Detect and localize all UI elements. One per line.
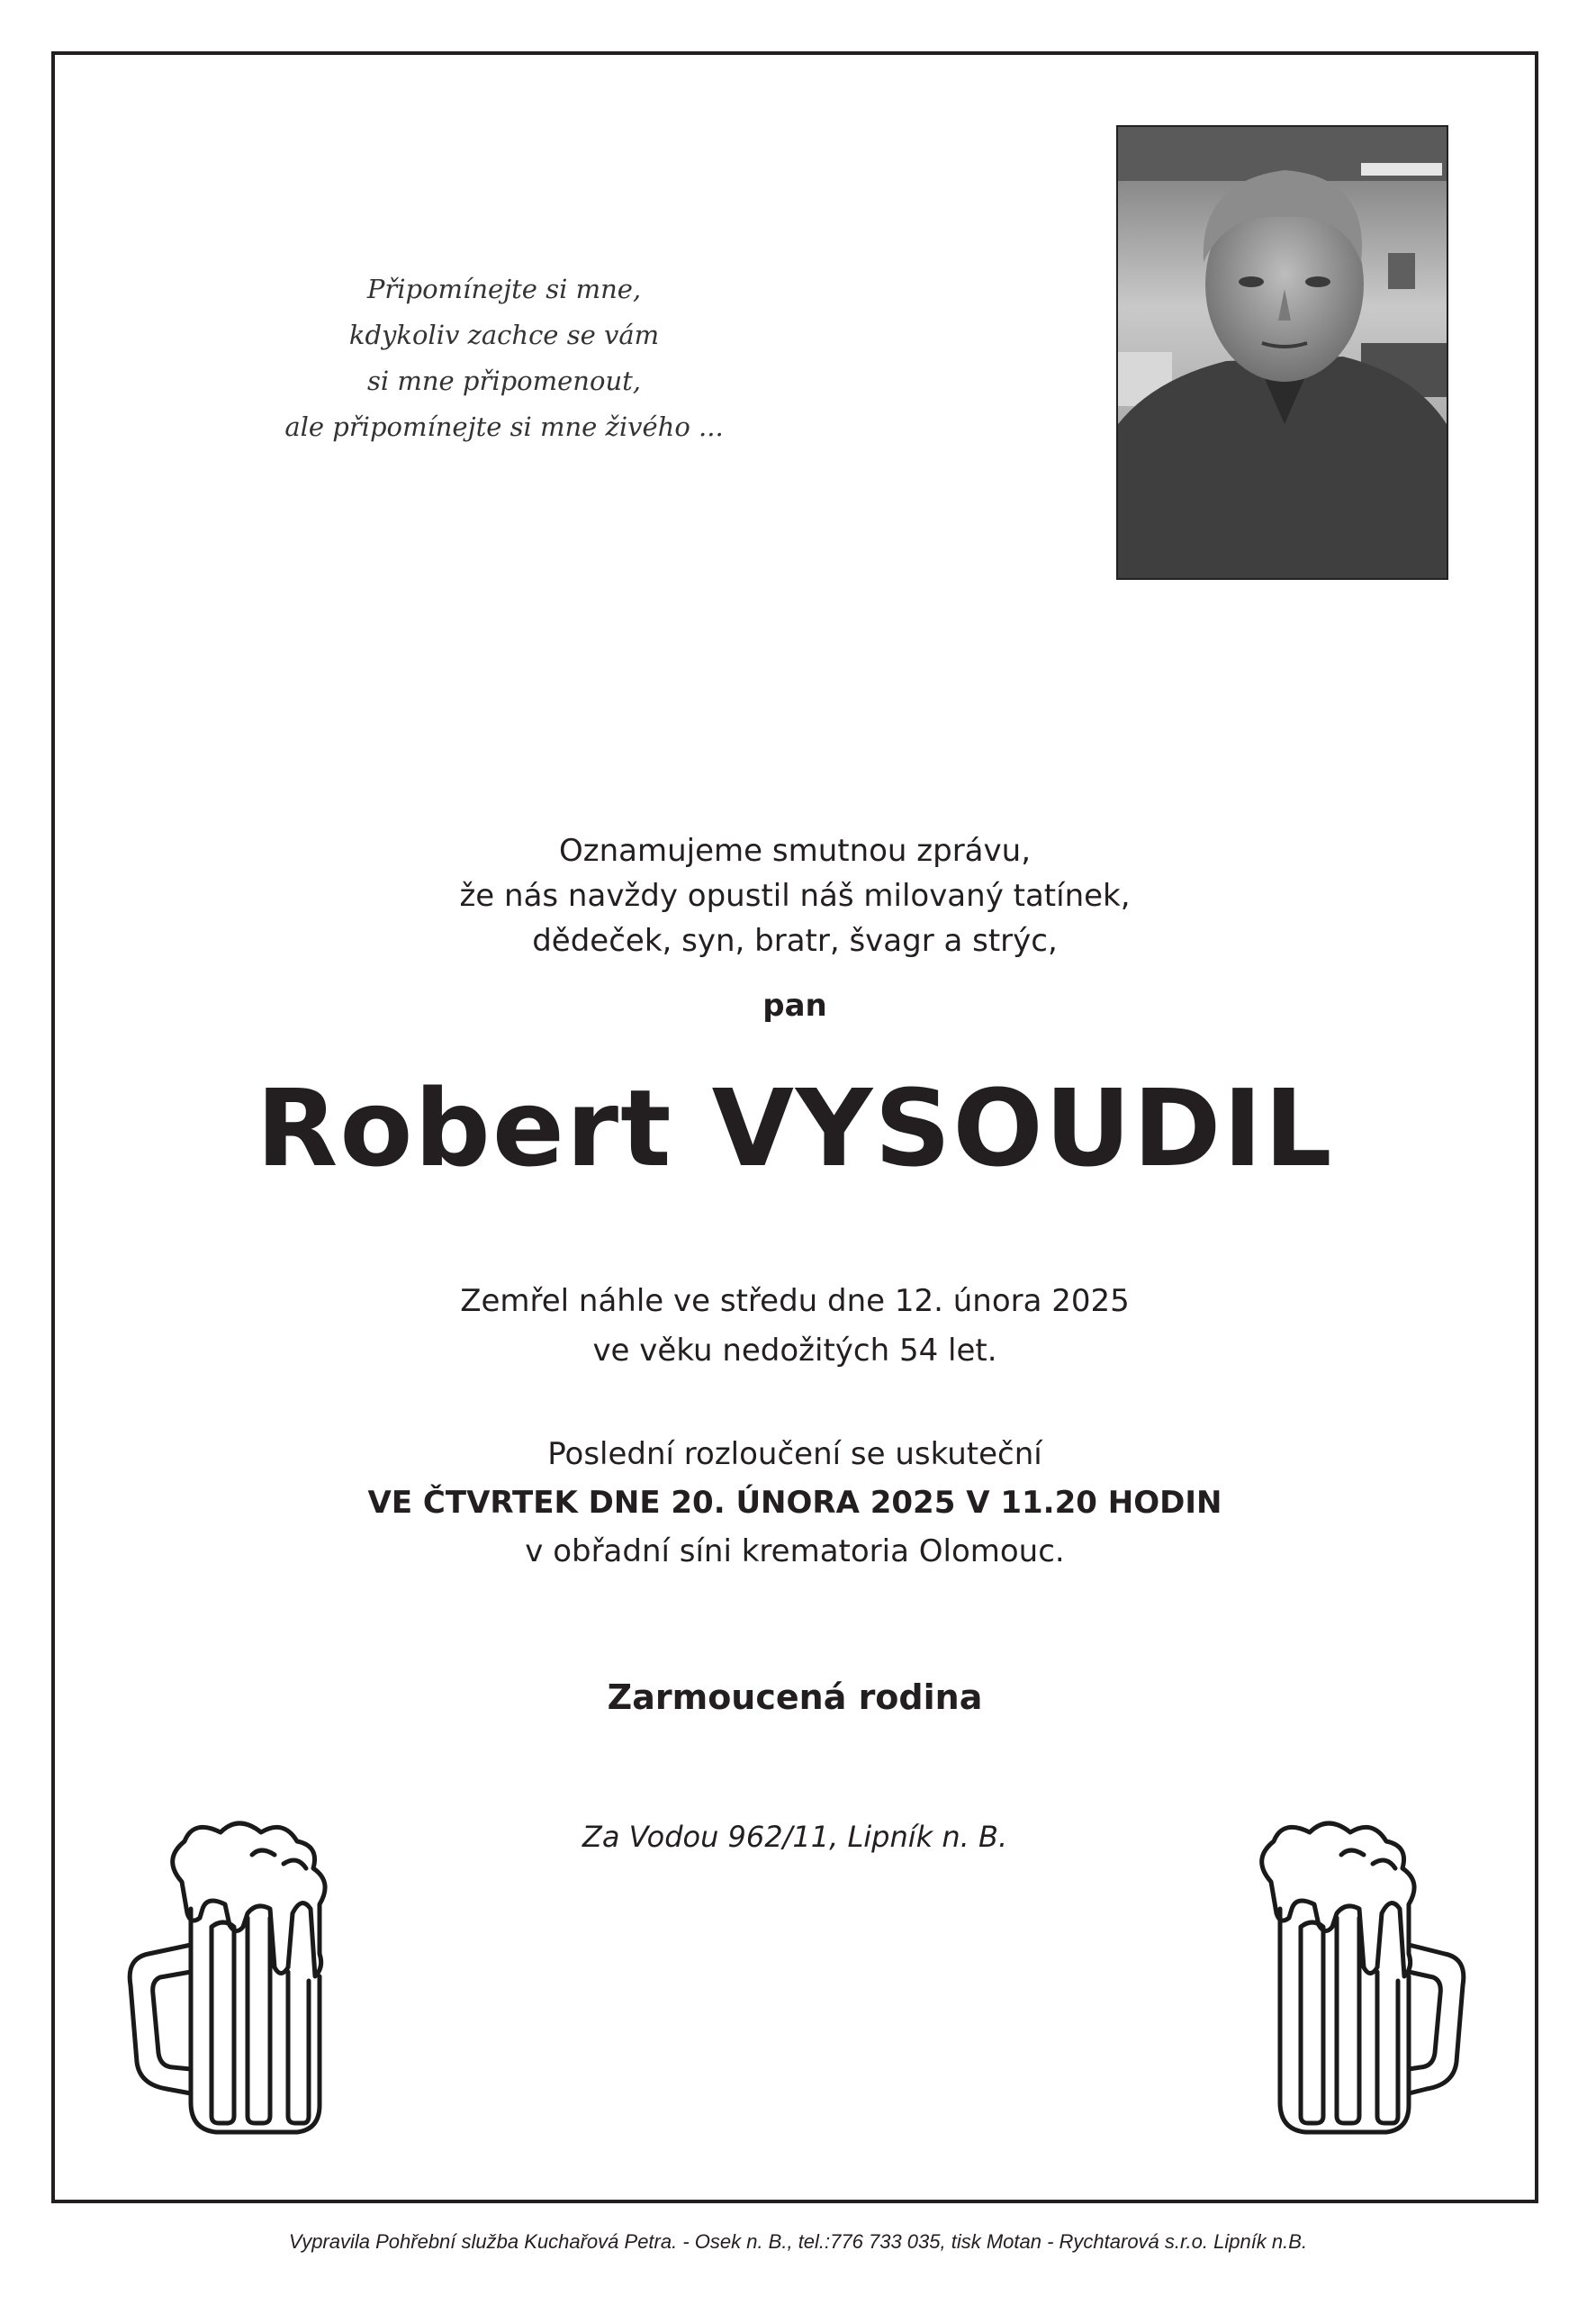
family-address: Za Vodou 962/11, Lipník n. B. xyxy=(582,1820,1008,1854)
farewell-intro: Poslední rozloučení se uskuteční xyxy=(547,1436,1042,1472)
beer-mug-icon xyxy=(117,1819,387,2143)
farewell-date-time: VE ČTVRTEK DNE 20. ÚNORA 2025 V 11.20 HODIN xyxy=(367,1485,1222,1521)
poem-line: kdykoliv zachce se vám xyxy=(348,320,660,350)
farewell-place: v obřadní síni krematoria Olomouc. xyxy=(525,1533,1065,1569)
death-info-line: ve věku nedožitých 54 let. xyxy=(592,1333,997,1369)
beer-mug-icon xyxy=(1206,1819,1476,2143)
announcement-line: Oznamujeme smutnou zprávu, xyxy=(558,833,1031,869)
poem-line: si mne připomenout, xyxy=(366,366,641,396)
poem-line: Připomínejte si mne, xyxy=(366,274,642,304)
family-signature: Zarmoucená rodina xyxy=(607,1677,983,1717)
memorial-poem xyxy=(270,267,738,450)
poem-line: ale připomínejte si mne živého ... xyxy=(284,411,724,442)
portrait-photo xyxy=(1116,125,1448,580)
announcement xyxy=(51,828,1538,963)
funeral-service-footer: Vypravila Pohřební služba Kuchařová Petra. - Osek n. B., tel.:776 733 035, tisk Motan - Rychtarová s.r.o. Lipník n.B. xyxy=(288,2230,1308,2253)
salutation: pan xyxy=(762,988,827,1024)
deceased-name: Robert VYSOUDIL xyxy=(256,1066,1334,1190)
announcement-line: dědeček, syn, bratr, švagr a strýc, xyxy=(532,923,1058,959)
farewell-info xyxy=(51,1430,1538,1576)
portrait-illustration xyxy=(1118,127,1447,578)
death-info xyxy=(51,1277,1538,1376)
death-info-line: Zemřel náhle ve středu dne 12. února 2025 xyxy=(460,1283,1130,1319)
announcement-line: že nás navždy opustil náš milovaný tatínek, xyxy=(459,878,1131,914)
